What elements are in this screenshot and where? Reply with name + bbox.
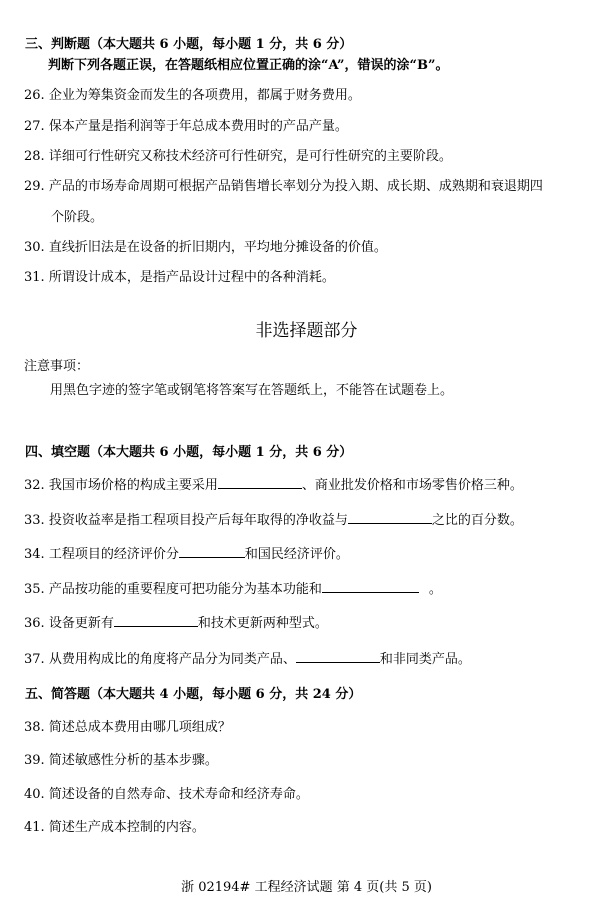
question-text-before: 设备更新有 [48,616,114,631]
question-29 [24,179,543,195]
question-number: 28. [24,149,45,164]
question-37 [24,650,471,668]
question-number: 38. [24,720,45,735]
answer-blank [296,650,380,663]
question-40 [24,787,309,803]
question-28 [24,149,452,165]
question-number: 27. [24,119,45,134]
question-number: 29. [24,179,45,194]
question-text-before: 我国市场价格的构成主要采用 [48,478,218,493]
question-number: 36. [24,616,45,631]
question-31 [24,270,335,286]
question-text: 保本产量是指利润等于年总成本费用时的产品产量。 [48,119,348,134]
question-38 [24,720,231,736]
question-text: 所谓设计成本，是指产品设计过程中的各种消耗。 [48,270,335,285]
section3-instruction: 判断下列各题正误，在答题纸相应位置正确的涂“A”，错误的涂“B”。 [48,58,449,73]
page-footer: 浙 02194# 工程经济试题 第 4 页(共 5 页) [181,880,432,895]
question-text-before: 从费用构成比的角度将产品分为同类产品、 [48,652,296,667]
answer-blank [114,614,198,627]
question-text-after: 。 [428,582,442,597]
question-number: 35. [24,582,45,597]
question-text: 简述总成本费用由哪几项组成？ [48,720,231,735]
question-27 [24,119,348,135]
notice-label: 注意事项： [24,359,90,374]
section5-heading: 五、简答题（本大题共 4 小题，每小题 6 分，共 24 分） [25,687,362,702]
question-39 [24,753,218,769]
question-text-before: 产品按功能的重要程度可把功能分为基本功能和 [48,582,322,597]
question-29-continuation: 个阶段。 [51,210,104,225]
question-number: 39. [24,753,45,768]
question-number: 33. [24,513,45,528]
question-34 [24,545,349,563]
question-text: 简述生产成本控制的内容。 [48,820,205,835]
question-text-before: 工程项目的经济评价分 [48,547,179,562]
section3-heading: 三、判断题（本大题共 6 小题，每小题 1 分，共 6 分） [25,37,353,52]
question-text-after: 、商业批发价格和市场零售价格三种。 [301,478,523,493]
part-title: 非选择题部分 [255,321,358,341]
question-35 [24,580,442,598]
question-number: 32. [24,478,45,493]
answer-blank [322,580,419,593]
question-32 [24,476,523,494]
question-41 [24,820,205,836]
question-text-after: 之比的百分数。 [431,513,523,528]
question-text-after: 和非同类产品。 [379,652,471,667]
question-number: 41. [24,820,45,835]
question-number: 37. [24,652,45,667]
answer-blank [348,511,432,524]
notice-text: 用黑色字迹的签字笔或钢笔将答案写在答题纸上，不能答在试题卷上。 [50,383,454,398]
question-text-before: 投资收益率是指工程项目投产后每年取得的净收益与 [48,513,348,528]
question-text: 直线折旧法是在设备的折旧期内，平均地分摊设备的价值。 [48,240,387,255]
question-text-after: 和技术更新两种型式。 [197,616,328,631]
question-text-after: 和国民经济评价。 [244,547,349,562]
question-text: 简述设备的自然寿命、技术寿命和经济寿命。 [48,787,309,802]
question-text: 产品的市场寿命周期可根据产品销售增长率划分为投入期、成长期、成熟期和衰退期四 [48,179,543,194]
question-number: 30. [24,240,45,255]
answer-blank [179,545,245,558]
question-36 [24,614,328,632]
question-number: 34. [24,547,45,562]
question-number: 31. [24,270,45,285]
question-30 [24,240,387,256]
question-number: 40. [24,787,45,802]
question-number: 26. [24,88,45,103]
answer-blank [218,476,302,489]
question-text: 简述敏感性分析的基本步骤。 [48,753,218,768]
question-33 [24,511,523,529]
question-text: 详细可行性研究又称技术经济可行性研究，是可行性研究的主要阶段。 [48,149,452,164]
section4-heading: 四、填空题（本大题共 6 小题，每小题 1 分，共 6 分） [25,445,353,460]
question-26 [24,88,361,104]
question-text: 企业为筹集资金而发生的各项费用，都属于财务费用。 [48,88,361,103]
